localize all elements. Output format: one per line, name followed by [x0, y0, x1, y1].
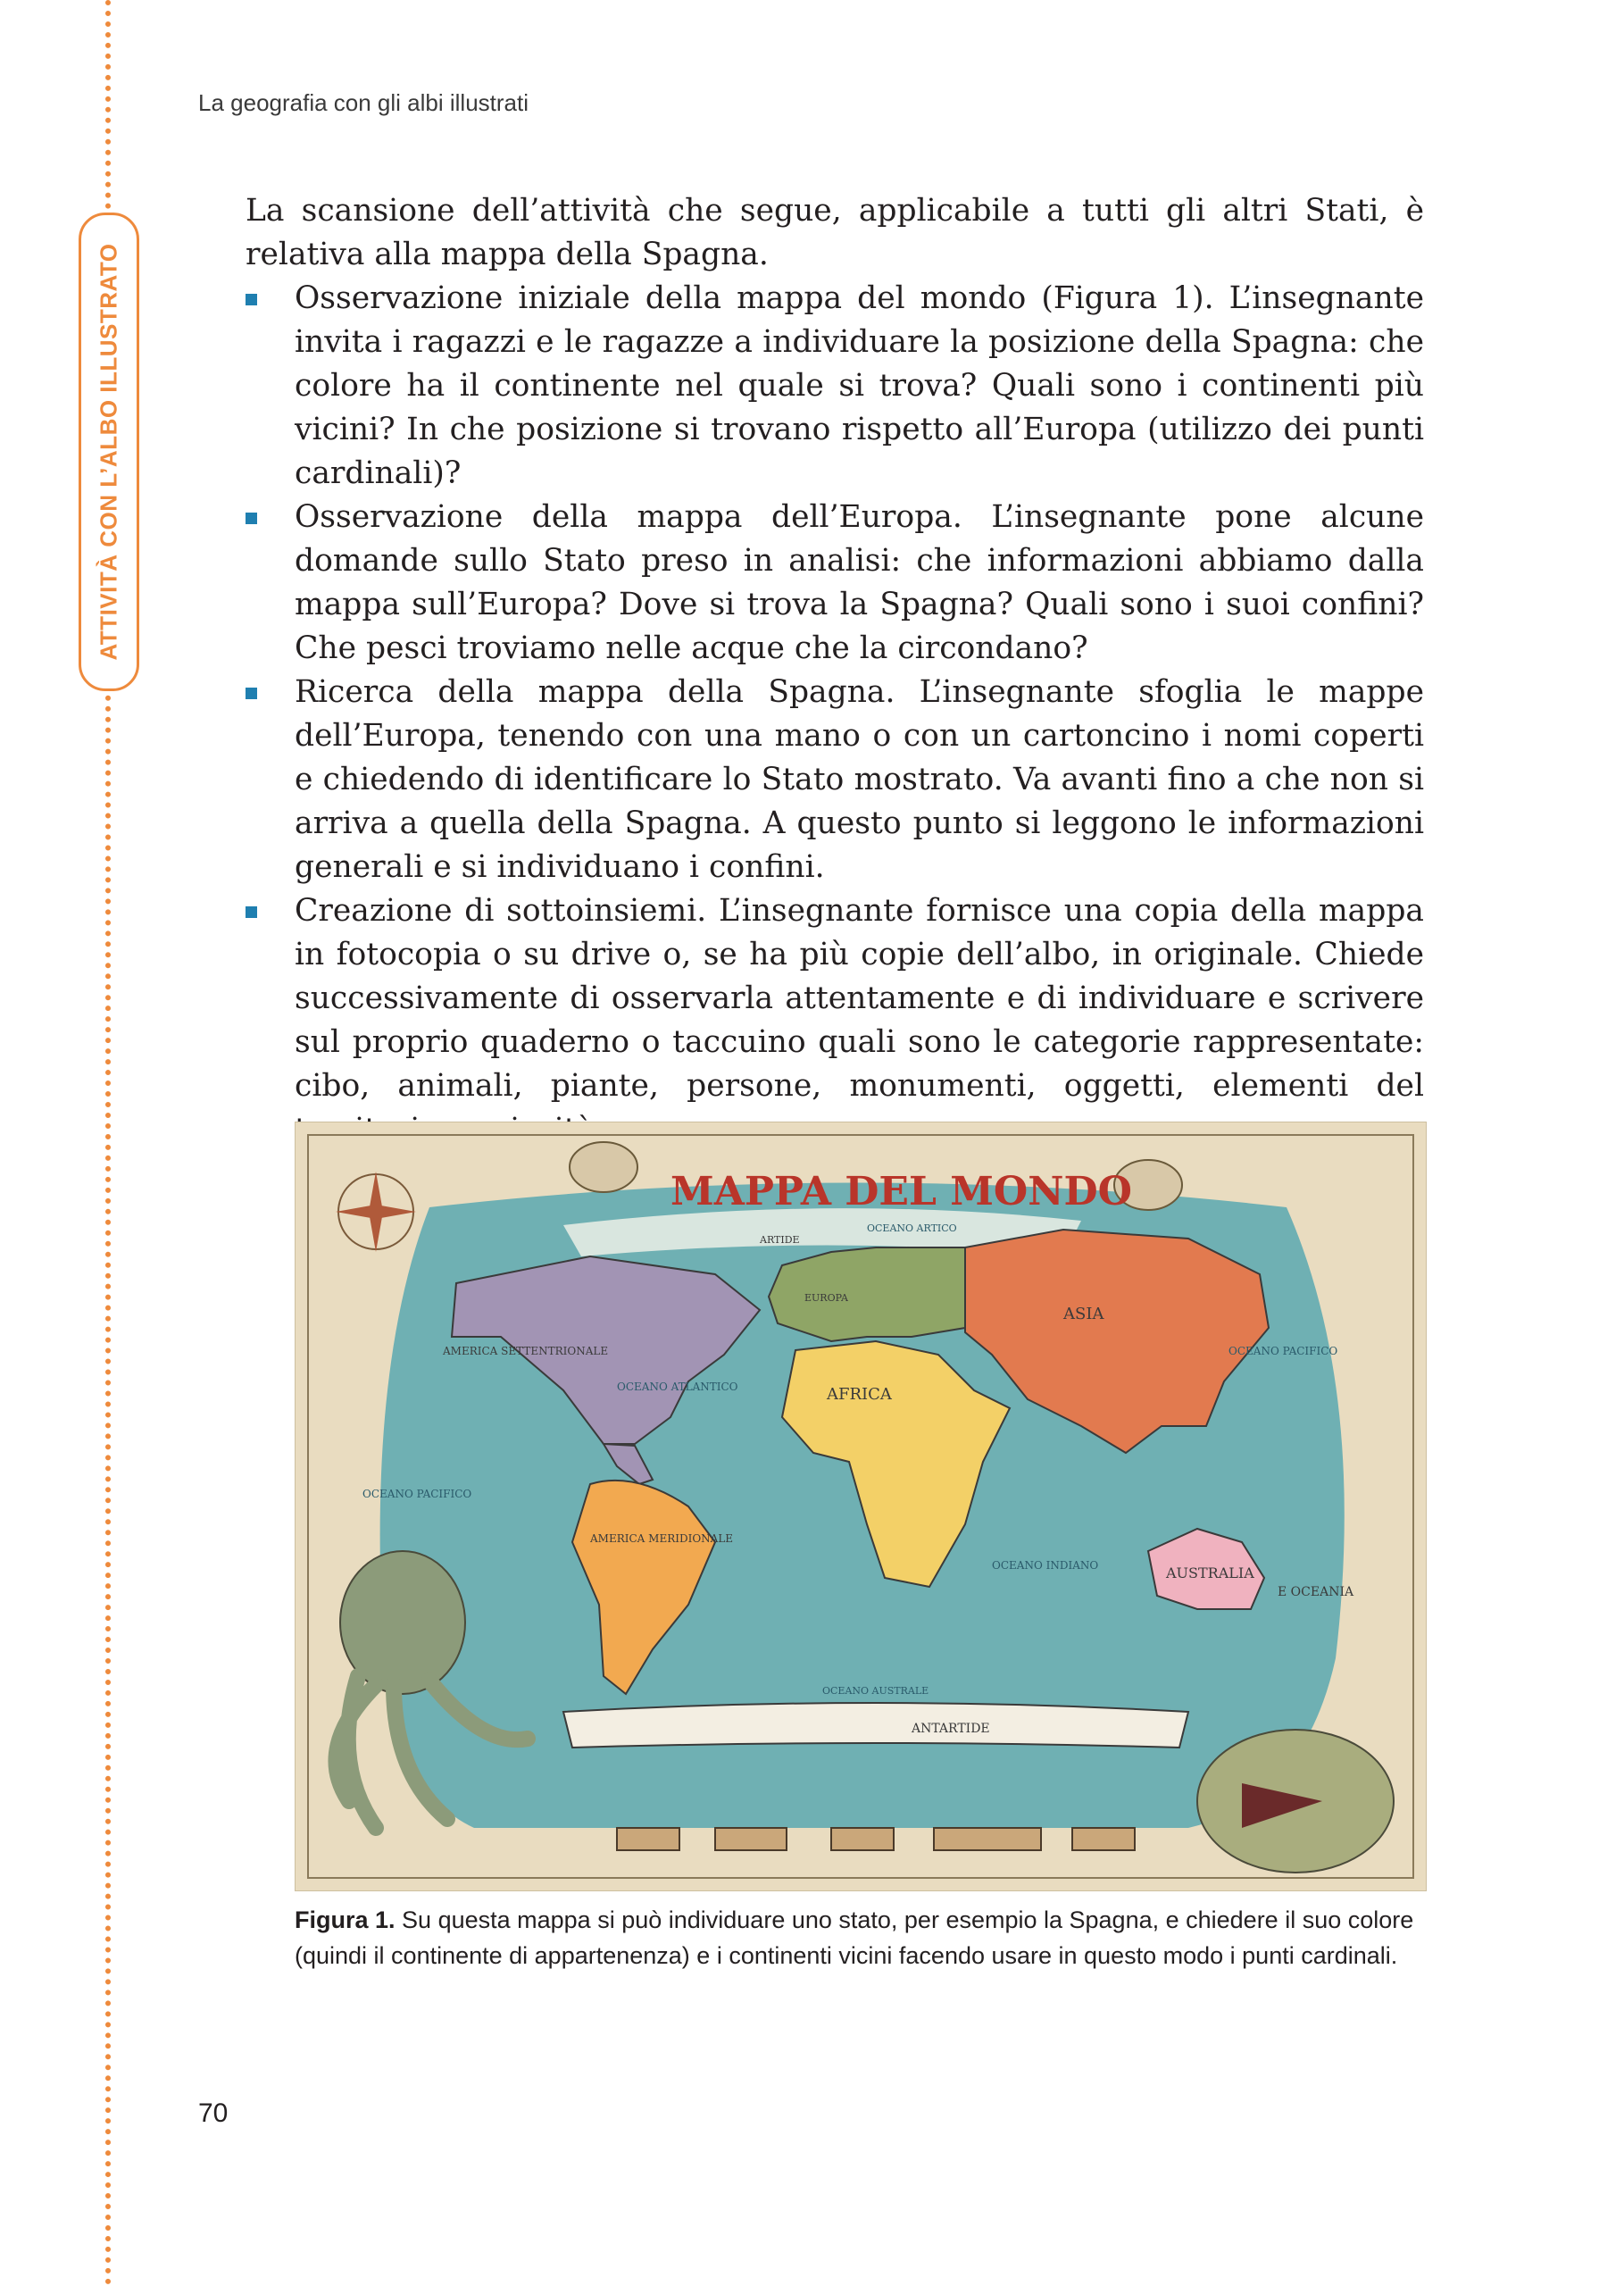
list-item-text: Creazione di sottoinsiemi. L’insegnante fornisce una copia della mappa in fotocopia o su drive o, se ha più copie dell’albo, in originale. Chiede successivamente di osservarla attentamente e di individuare e scrivere sul proprio quaderno o taccuino quali sono le categorie rappresentate: cibo, animali, piante, persone, monumenti, oggetti, elementi del: [295, 893, 1424, 1104]
activity-list: [246, 277, 1424, 1152]
bullet-square-icon: [246, 513, 257, 524]
map-label-oceano-pacifico-ovest: OCEANO PACIFICO: [362, 1488, 472, 1500]
bullet-square-icon: [246, 294, 257, 305]
antarctica: [563, 1703, 1188, 1748]
intro-paragraph: La scansione dell’attività che segue, applicabile a tutti gli altri Stati, è relativa alla mappa della Spagna.: [246, 193, 1424, 272]
list-item-text: Ricerca della mappa della Spagna. L’insegnante sfoglia le mappe dell’Europa, tenendo con una mano o con un cartoncino i nomi coperti e chiedendo di identificare lo Stato mostrato. Va avanti fino a che non si arriva a quella della Spagna. A questo punto si leggono le informazioni generali e si individuano i confini.: [295, 674, 1424, 885]
caption-text: Su questa mappa si può individuare uno stato, per esempio la Spagna, e chiedere il suo colore (quindi il continente di appartenenza) e i continenti vicini facendo usare in questo modo i punti cardinali.: [295, 1906, 1414, 1969]
map-label-america-meridionale: AMERICA MERIDIONALE: [590, 1532, 734, 1545]
list-item: [246, 671, 1424, 889]
map-label-artide: ARTIDE: [760, 1234, 800, 1246]
map-label-america-settentrionale: AMERICA SETTENTRIONALE: [443, 1345, 609, 1357]
map-label-oceano-atlantico: OCEANO ATLANTICO: [617, 1381, 738, 1393]
world-map-figure: [295, 1122, 1427, 1891]
map-label-oceano-australe: OCEANO AUSTRALE: [822, 1685, 929, 1697]
map-label-europa: EUROPA: [804, 1292, 848, 1304]
europe: [769, 1247, 965, 1341]
map-label-oceano-pacifico-est: OCEANO PACIFICO: [1228, 1345, 1338, 1357]
list-item: [246, 889, 1424, 1152]
bullet-square-icon: [246, 906, 257, 918]
angler-fish-illustration: [1197, 1730, 1394, 1873]
map-label-antartide: ANTARTIDE: [912, 1722, 990, 1736]
world-map-illustration: [296, 1122, 1426, 1890]
map-label-oceania: E OCEANIA: [1278, 1585, 1354, 1599]
map-label-africa: AFRICA: [827, 1385, 892, 1404]
side-tab-label: ATTIVITÀ CON L’ALBO ILLUSTRATO: [95, 243, 122, 661]
caption-label: Figura 1.: [295, 1906, 396, 1933]
page-number: 70: [198, 2098, 229, 2128]
figure-caption: [295, 1902, 1425, 1973]
map-title: MAPPA DEL MONDO: [670, 1169, 1132, 1214]
body-text: [246, 189, 1424, 1152]
map-label-oceano-artico: OCEANO ARTICO: [867, 1222, 957, 1234]
list-item-text: Osservazione iniziale della mappa del mondo (Figura 1). L’insegnante invita i ragazzi e le ragazze a individuare la posizione della Spagna: che colore ha il continente nel quale si trova? Quali sono i continenti più vicini? In che posizione si trovano rispetto all’Europa (utilizzo dei punti cardinali)?: [295, 280, 1424, 491]
list-item-text: Osservazione della mappa dell’Europa. L’insegnante pone alcune domande sullo Stato preso in analisi: che informazioni abbiamo dalla mappa sull’Europa? Dove si trova la Spagna? Quali sono i suoi confini? Che pesci troviamo nelle acque che la circondano?: [295, 499, 1424, 666]
list-item: [246, 496, 1424, 671]
map-label-oceano-indiano: OCEANO INDIANO: [992, 1559, 1099, 1572]
bullet-square-icon: [246, 688, 257, 699]
map-label-australia: AUSTRALIA: [1166, 1564, 1254, 1581]
map-label-asia: ASIA: [1063, 1305, 1104, 1323]
running-head: La geografia con gli albi illustrati: [198, 89, 529, 116]
section-side-tab: [79, 213, 139, 691]
list-item: [246, 277, 1424, 496]
